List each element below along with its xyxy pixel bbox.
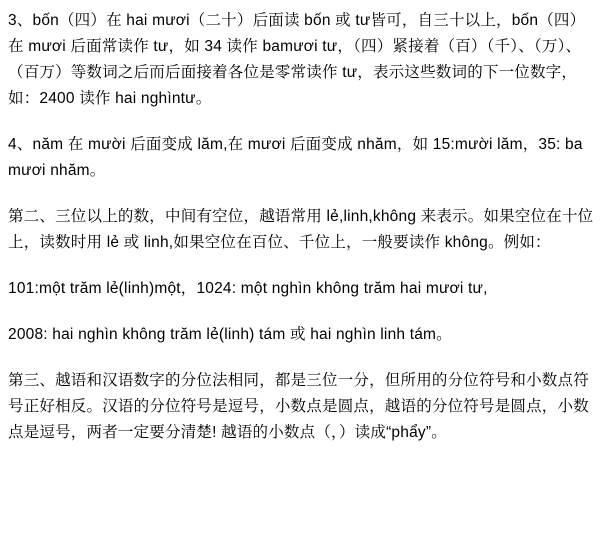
paragraph-example-101: 101:một trăm lẻ(linh)một，1024: một nghìn không trăm hai mươi tư,	[8, 280, 488, 297]
paragraph-section-second: 第二、三位以上的数，中间有空位，越语常用 lẻ,linh,không 来表示。如果空位在十位上，读数时用 lẻ 或 linh,如果空位在百位、千位上，一般要读作 không。例如：	[8, 208, 594, 251]
paragraph-example-2008: 2008: hai nghìn không trăm lẻ(linh) tám 或 hai nghìn linh tám。	[8, 326, 452, 343]
paragraph-item-3: 3、bốn（四）在 hai mươi（二十）后面读 bốn 或 tư皆可，自三十以上，bốn（四）在 mươi 后面常读作 tư，如 34 读作 bamươi tư，（四）紧接着（百）（千）、（万）、（百万）等数词之后而后面接着各位是零常读作 tư，表示这些数词的下一位数字，如：2400 读作 hai nghìntư。	[8, 12, 586, 107]
paragraph-item-4: 4、năm 在 mười 后面变成 lăm,在 mươi 后面变成 nhăm，如 15:mười lăm，35: ba mươi nhăm。	[8, 136, 583, 179]
paragraph-section-third: 第三、越语和汉语数字的分位法相同，都是三位一分，但所用的分位符号和小数点符号正好相反。汉语的分位符号是逗号，小数点是圆点，越语的分位符号是圆点，小数点是逗号，两者一定要分清楚! 越语的小数点（，）读成“phẩy”。	[8, 372, 589, 441]
